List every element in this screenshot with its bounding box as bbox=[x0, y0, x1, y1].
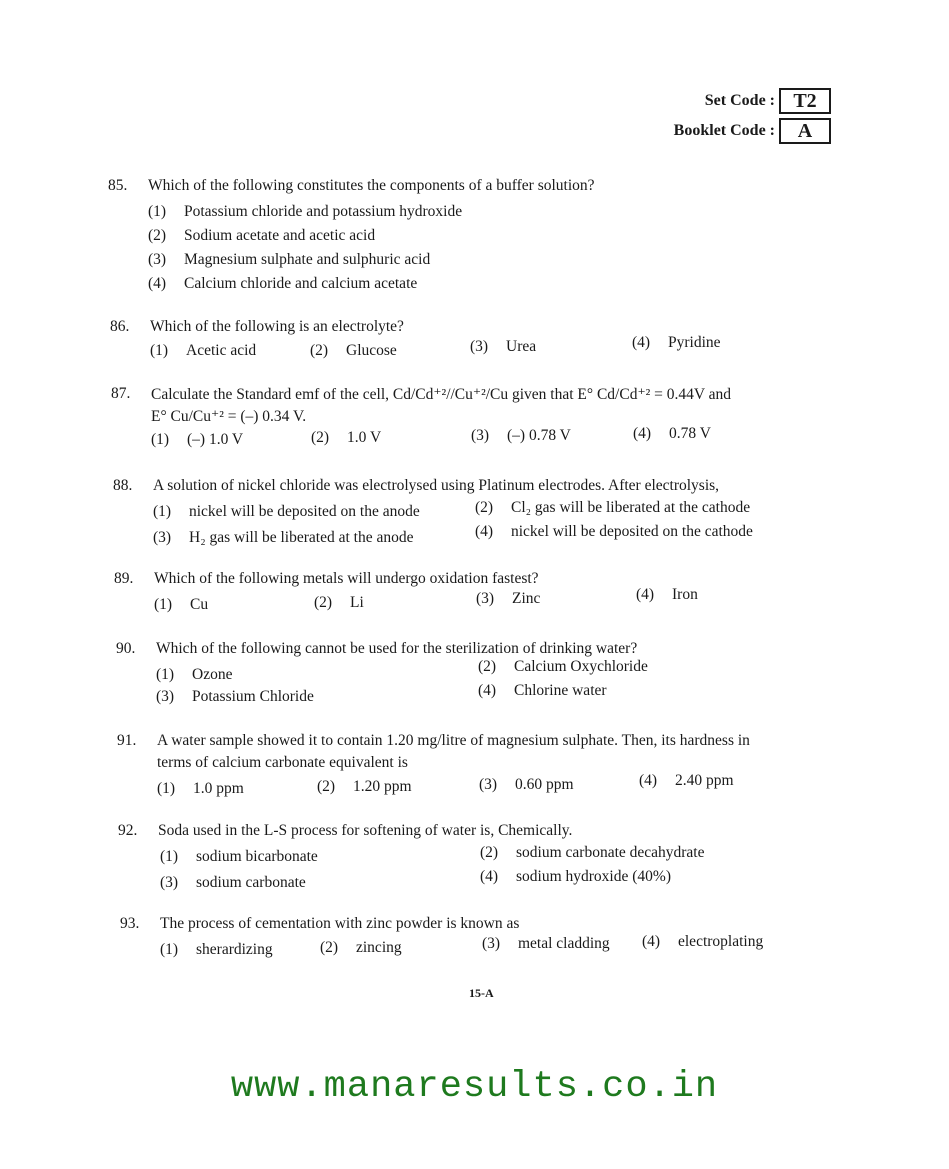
option: (3) H₂ gas will be liberated at the anode bbox=[153, 529, 414, 546]
option: (4) Chlorine water bbox=[478, 682, 607, 699]
question-number: 90. bbox=[116, 640, 136, 657]
question-text: A solution of nickel chloride was electrolysed using Platinum electrodes. After electrolysis, bbox=[153, 477, 720, 494]
question-text: Which of the following metals will undergo oxidation fastest? bbox=[154, 570, 539, 587]
question-number: 88. bbox=[113, 477, 133, 494]
question-text: Which of the following constitutes the components of a buffer solution? bbox=[148, 177, 595, 194]
question-number: 86. bbox=[110, 318, 130, 335]
set-code-row bbox=[674, 88, 831, 114]
option: (3) (–) 0.78 V bbox=[471, 427, 571, 444]
question-number: 92. bbox=[118, 822, 138, 839]
option: (1) 1.0 ppm bbox=[157, 780, 244, 797]
question-text: Calculate the Standard emf of the cell, Cd/Cd⁺²//Cu⁺²/Cu given that E° Cd/Cd⁺² = 0.44V and bbox=[151, 386, 732, 403]
option: (2) 1.20 ppm bbox=[317, 778, 412, 795]
option: (3) sodium carbonate bbox=[160, 874, 306, 891]
question-number: 87. bbox=[111, 385, 131, 402]
option: (2) Li bbox=[314, 594, 364, 611]
website-link[interactable]: www.manaresults.co.in bbox=[230, 1066, 719, 1108]
option: (3) Potassium Chloride bbox=[156, 688, 314, 705]
set-code-value: T2 bbox=[779, 88, 831, 114]
booklet-code-value: A bbox=[779, 118, 831, 144]
option: (4) Pyridine bbox=[632, 334, 721, 351]
option: (1) Ozone bbox=[156, 666, 233, 683]
option: (1) (–) 1.0 V bbox=[151, 431, 244, 448]
question-text: A water sample showed it to contain 1.20 mg/litre of magnesium sulphate. Then, its hardness in bbox=[157, 732, 750, 749]
question-number: 91. bbox=[117, 732, 137, 749]
question-text: Which of the following is an electrolyte? bbox=[150, 318, 404, 335]
question-text: The process of cementation with zinc powder is known as bbox=[160, 915, 520, 932]
question-text-continued: E° Cu/Cu⁺² = (–) 0.34 V. bbox=[151, 408, 307, 425]
option: (3) Magnesium sulphate and sulphuric acid bbox=[148, 251, 431, 268]
option: (2) Cl₂ gas will be liberated at the cathode bbox=[475, 499, 751, 516]
option: (2) Sodium acetate and acetic acid bbox=[148, 227, 376, 244]
option: (4) electroplating bbox=[642, 933, 764, 950]
option: (4) 0.78 V bbox=[633, 425, 711, 442]
option: (1) Acetic acid bbox=[150, 342, 257, 359]
question-text: Soda used in the L-S process for softening of water is, Chemically. bbox=[158, 822, 573, 839]
option: (1) Potassium chloride and potassium hydroxide bbox=[148, 203, 463, 220]
option: (1) Cu bbox=[154, 596, 209, 613]
page-number: 15-A bbox=[469, 986, 494, 1000]
option: (2) sodium carbonate decahydrate bbox=[480, 844, 705, 861]
option: (1) sodium bicarbonate bbox=[160, 848, 318, 865]
option: (1) nickel will be deposited on the anode bbox=[153, 503, 420, 520]
set-code-label: Set Code : bbox=[704, 92, 775, 109]
option: (4) nickel will be deposited on the cathode bbox=[475, 523, 753, 540]
question-number: 89. bbox=[114, 570, 134, 587]
option: (2) Calcium Oxychloride bbox=[478, 658, 648, 675]
option: (4) 2.40 ppm bbox=[639, 772, 734, 789]
option: (2) zincing bbox=[320, 939, 402, 956]
option: (2) 1.0 V bbox=[311, 429, 382, 446]
option: (1) sherardizing bbox=[160, 941, 273, 958]
question-number: 93. bbox=[120, 915, 140, 932]
booklet-code-label: Booklet Code : bbox=[673, 122, 775, 139]
question-text-continued: terms of calcium carbonate equivalent is bbox=[157, 754, 408, 771]
option: (4) sodium hydroxide (40%) bbox=[480, 868, 671, 885]
question-number: 85. bbox=[108, 177, 128, 194]
code-block bbox=[674, 88, 831, 148]
option: (3) Zinc bbox=[476, 590, 541, 607]
option: (3) metal cladding bbox=[482, 935, 610, 952]
question-text: Which of the following cannot be used for the sterilization of drinking water? bbox=[156, 640, 638, 657]
option: (3) 0.60 ppm bbox=[479, 776, 574, 793]
booklet-code-row bbox=[674, 118, 831, 144]
option: (4) Calcium chloride and calcium acetate bbox=[148, 275, 418, 292]
option: (3) Urea bbox=[470, 338, 537, 355]
option: (2) Glucose bbox=[310, 342, 397, 359]
option: (4) Iron bbox=[636, 586, 698, 603]
